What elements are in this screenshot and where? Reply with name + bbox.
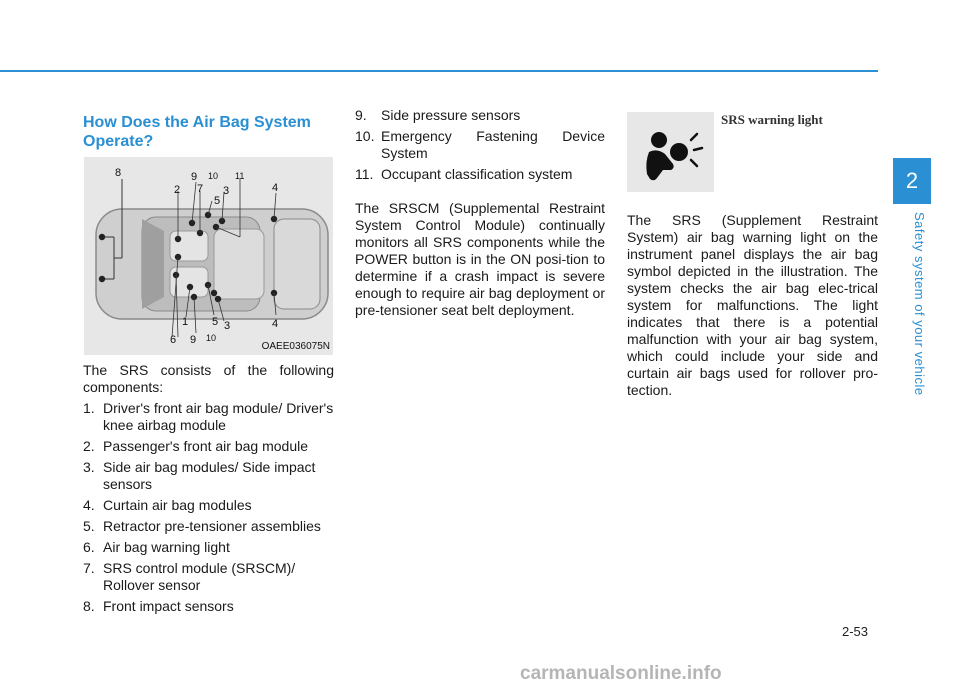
callout-10-bottom: 10: [206, 333, 217, 343]
chapter-tab: [893, 158, 931, 204]
callout-8: 8: [115, 167, 122, 179]
page-number: 2-53: [842, 624, 869, 639]
callout-9-bottom: 9: [190, 334, 197, 346]
chapter-title: Safety system of your vehicle: [912, 212, 927, 396]
srscm-paragraph: The SRSCM (Supplemental Restraint System Control Module) continually monitors all SRS components while the POWER button is in the ON posi-tion to determine if a crash impact is severe enough to require air bag deployment or pre-tensioner seat belt deployment.: [355, 200, 605, 318]
warning-title: SRS warning light: [721, 112, 823, 127]
intro-text: The SRS consists of the following components:: [83, 362, 334, 395]
warning-icon-box: [627, 112, 714, 192]
car-top-view-illustration: [84, 157, 333, 355]
callout-6: 6: [170, 334, 177, 346]
callout-11: 11: [235, 171, 245, 181]
airbag-warning-icon: [627, 112, 714, 192]
callout-4-top: 4: [272, 182, 279, 194]
figure-code: OAEE036075N: [261, 341, 330, 352]
list-item: 6. Air bag warning light: [83, 539, 230, 555]
component-list-part1: [83, 400, 334, 615]
list-item: 7. SRS control module (SRSCM)/ Rollover sensor: [83, 560, 296, 593]
callout-5-top: 5: [214, 195, 221, 207]
list-item: 3. Side air bag modules/ Side impact sensors: [83, 459, 316, 492]
callout-3-top: 3: [223, 185, 230, 197]
callout-4-bottom: 4: [272, 318, 279, 330]
callout-10-top: 10: [208, 171, 219, 181]
section-title: How Does the Air Bag System Operate?: [83, 114, 311, 150]
list-item: 1. Driver's front air bag module/ Driver's knee airbag module: [83, 400, 334, 433]
callout-2: 2: [174, 184, 181, 196]
warning-paragraph: The SRS (Supplement Restraint System) air bag warning light on the instrument panel displays the air bag symbol depicted in the illustration. The system checks the air bag elec-trical system for malfunctions. The light indicates that there is a potential malfunction with your air bag system, which could include your side and curtain air bags used for rollover pro-tection.: [627, 212, 878, 398]
callout-5-bottom: 5: [212, 316, 219, 328]
callout-7: 7: [197, 183, 204, 195]
watermark: carmanualsonline.info: [520, 663, 722, 684]
column-middle: [355, 107, 605, 319]
list-item: 10. Emergency Fastening Device System: [355, 128, 605, 161]
header-rule: [0, 70, 878, 72]
component-list-part2: [355, 107, 605, 183]
column-right: [627, 212, 878, 399]
list-item: 9. Side pressure sensors: [355, 107, 521, 123]
callout-1: 1: [182, 316, 189, 328]
callout-3-bottom: 3: [224, 320, 231, 332]
list-item: 2. Passenger's front air bag module: [83, 438, 309, 454]
chapter-number: 2: [905, 168, 919, 193]
list-item: 5. Retractor pre-tensioner assemblies: [83, 518, 321, 534]
srs-component-diagram: [84, 157, 333, 355]
list-item: 11. Occupant classification system: [355, 166, 573, 182]
column-left: [83, 362, 334, 619]
list-item: 4. Curtain air bag modules: [83, 497, 252, 513]
callout-9-top: 9: [191, 171, 198, 183]
list-item: 8. Front impact sensors: [83, 598, 234, 614]
